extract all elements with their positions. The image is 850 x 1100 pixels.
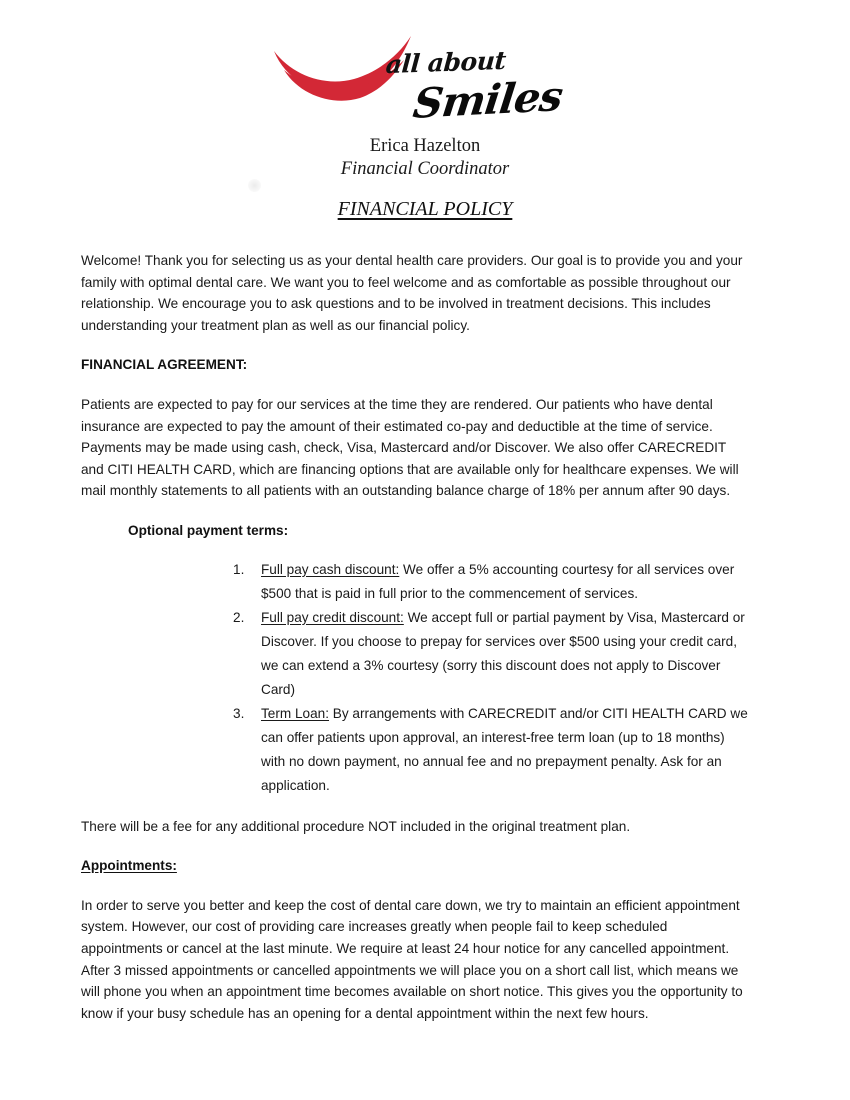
term-lead: Term Loan: xyxy=(261,705,330,721)
term-text: We offer a 5% accounting courtesy for all services over $500 that is paid in full prior to the commencement of services. xyxy=(261,561,735,601)
term-lead: Full pay credit discount: xyxy=(261,609,404,625)
logo-script-top: all about xyxy=(384,45,507,80)
appointments-heading xyxy=(81,855,751,877)
page-title xyxy=(0,198,850,221)
coordinator-role: Financial Coordinator xyxy=(340,159,510,179)
optional-payment-terms-heading: Optional payment terms: xyxy=(128,522,289,538)
additional-fee-paragraph: There will be a fee for any additional procedure NOT included in the original treatment plan. xyxy=(81,818,631,834)
welcome-paragraph: Welcome! Thank you for selecting us as your dental health care providers. Our goal is to provide you and your family with optimal dental care. We want you to feel welcome and as comfortable as possible throughout our relationship. We encourage you to ask questions and to be involved in treatment decisions. This includes understanding your treatment plan as well as our financial policy. xyxy=(81,253,743,333)
scan-artifact-speck xyxy=(248,179,261,192)
appointments-paragraph: In order to serve you better and keep the cost of dental care down, we try to maintain an efficient appointment system. However, our cost of providing care increases greatly when people fail to keep scheduled appointments or cancel at the last minute. We require at least 24 hour notice for any cancelled appointment. After 3 missed appointments or cancelled appointments we will place you on a short call list, which means we will phone you when an appointment time becomes available on short notice. This gives you the opportunity to know if your busy schedule has an opening for a dental appointment within the next few hours. xyxy=(81,897,743,1021)
list-item xyxy=(233,702,751,798)
financial-agreement-paragraph: Patients are expected to pay for our services at the time they are rendered. Our patients who have dental insurance are expected to pay the amount of their estimated co-pay and deductible at the time of service. Payments may be made using cash, check, Visa, Mastercard and/or Discover. We also offer CARECREDIT and CITI HEALTH CARD, which are financing options that are available only for healthcare expenses. We will mail monthly statements to all patients with an outstanding balance charge of 18% per annum after 90 days. xyxy=(81,396,739,499)
page-title-text: FINANCIAL POLICY xyxy=(337,198,513,220)
logo-script-bottom: Smiles xyxy=(410,72,565,128)
practice-logo xyxy=(0,34,850,142)
payment-terms-list xyxy=(81,558,751,798)
appointments-heading-text: Appointments: xyxy=(81,858,177,874)
financial-agreement-heading: FINANCIAL AGREEMENT: xyxy=(81,357,248,373)
logo-script-text xyxy=(384,45,576,138)
term-text: By arrangements with CARECREDIT and/or CITI HEALTH CARD we can offer patients upon approval, an interest-free term loan (up to 18 months) with no down payment, no annual fee and no prepayment penalty. Ask for an application. xyxy=(261,705,748,793)
coordinator-name: Erica Hazelton xyxy=(369,136,481,156)
list-item xyxy=(233,558,751,606)
term-text: We accept full or partial payment by Visa, Mastercard or Discover. If you choose to prepay for services over $500 using your credit card, we can extend a 3% courtesy (sorry this discount does not apply to Discover Card) xyxy=(261,609,745,697)
list-item xyxy=(233,606,751,702)
term-lead: Full pay cash discount: xyxy=(261,561,400,577)
document-body xyxy=(81,250,751,1042)
